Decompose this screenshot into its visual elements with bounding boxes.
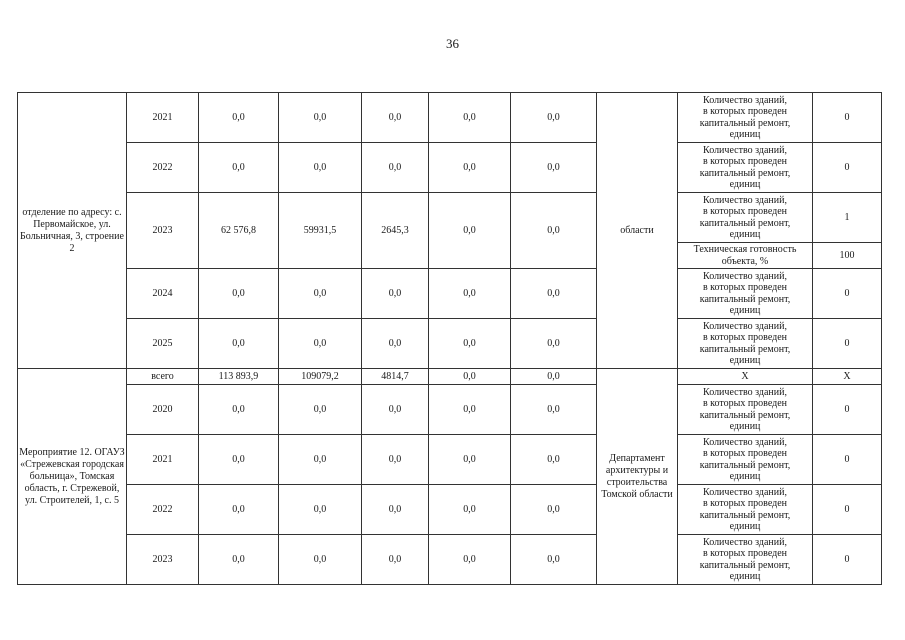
indicator-name: Количество зданий, в которых проведен капитальный ремонт, единиц xyxy=(678,93,813,143)
year-cell: 2024 xyxy=(127,269,199,319)
amount-cell: 0,0 xyxy=(362,269,429,319)
amount-cell: 0,0 xyxy=(199,143,279,193)
amount-cell: 2645,3 xyxy=(362,193,429,269)
amount-cell: 0,0 xyxy=(362,93,429,143)
amount-cell: 0,0 xyxy=(429,193,511,269)
amount-cell: 0,0 xyxy=(279,535,362,585)
amount-cell: 62 576,8 xyxy=(199,193,279,269)
year-cell: 2021 xyxy=(127,435,199,485)
amount-cell: 113 893,9 xyxy=(199,369,279,385)
amount-cell: 0,0 xyxy=(279,143,362,193)
program-table xyxy=(17,92,882,585)
year-cell: всего xyxy=(127,369,199,385)
amount-cell: 0,0 xyxy=(429,269,511,319)
amount-cell: 0,0 xyxy=(362,535,429,585)
amount-cell: 0,0 xyxy=(199,485,279,535)
indicator-name: Количество зданий, в которых проведен капитальный ремонт, единиц xyxy=(678,193,813,243)
amount-cell: 0,0 xyxy=(511,269,597,319)
amount-cell: 0,0 xyxy=(279,269,362,319)
year-cell: 2022 xyxy=(127,143,199,193)
object-description: отделение по адресу: с. Первомайское, ул. Больничная, 3, строение 2 xyxy=(18,93,127,369)
amount-cell: 0,0 xyxy=(199,319,279,369)
tech-readiness-name: Техническая готовность объекта, % xyxy=(678,243,813,269)
indicator-value: 0 xyxy=(813,269,882,319)
indicator-value: 1 xyxy=(813,193,882,243)
indicator-value: 0 xyxy=(813,485,882,535)
amount-cell: 0,0 xyxy=(511,193,597,269)
amount-cell: 0,0 xyxy=(511,385,597,435)
amount-cell: 0,0 xyxy=(362,319,429,369)
amount-cell: 0,0 xyxy=(429,385,511,435)
indicator-value: X xyxy=(813,369,882,385)
amount-cell: 4814,7 xyxy=(362,369,429,385)
page-number: 36 xyxy=(446,36,459,51)
amount-cell: 0,0 xyxy=(279,485,362,535)
indicator-name: Количество зданий, в которых проведен капитальный ремонт, единиц xyxy=(678,435,813,485)
amount-cell: 0,0 xyxy=(362,385,429,435)
amount-cell: 0,0 xyxy=(279,385,362,435)
year-cell: 2022 xyxy=(127,485,199,535)
indicator-value: 0 xyxy=(813,319,882,369)
amount-cell: 0,0 xyxy=(279,93,362,143)
indicator-value: 0 xyxy=(813,535,882,585)
amount-cell: 0,0 xyxy=(429,143,511,193)
indicator-value: 0 xyxy=(813,93,882,143)
amount-cell: 0,0 xyxy=(511,535,597,585)
year-cell: 2025 xyxy=(127,319,199,369)
amount-cell: 0,0 xyxy=(511,435,597,485)
indicator-value: 0 xyxy=(813,435,882,485)
indicator-name: Количество зданий, в которых проведен капитальный ремонт, единиц xyxy=(678,485,813,535)
amount-cell: 0,0 xyxy=(511,143,597,193)
year-cell: 2023 xyxy=(127,535,199,585)
indicator-name: Количество зданий, в которых проведен капитальный ремонт, единиц xyxy=(678,385,813,435)
amount-cell: 0,0 xyxy=(199,535,279,585)
tech-readiness-value: 100 xyxy=(813,243,882,269)
indicator-value: 0 xyxy=(813,143,882,193)
amount-cell: 0,0 xyxy=(429,435,511,485)
year-cell: 2021 xyxy=(127,93,199,143)
indicator-total: X xyxy=(678,369,813,385)
amount-cell: 0,0 xyxy=(511,485,597,535)
year-cell: 2020 xyxy=(127,385,199,435)
amount-cell: 109079,2 xyxy=(279,369,362,385)
amount-cell: 0,0 xyxy=(429,485,511,535)
amount-cell: 0,0 xyxy=(429,535,511,585)
indicator-name: Количество зданий, в которых проведен капитальный ремонт, единиц xyxy=(678,535,813,585)
amount-cell: 0,0 xyxy=(511,93,597,143)
amount-cell: 0,0 xyxy=(362,143,429,193)
amount-cell: 0,0 xyxy=(511,319,597,369)
amount-cell: 0,0 xyxy=(429,319,511,369)
executor: области xyxy=(597,93,678,369)
amount-cell: 0,0 xyxy=(429,93,511,143)
indicator-name: Количество зданий, в которых проведен капитальный ремонт, единиц xyxy=(678,143,813,193)
amount-cell: 0,0 xyxy=(279,435,362,485)
amount-cell: 0,0 xyxy=(199,269,279,319)
amount-cell: 0,0 xyxy=(362,435,429,485)
amount-cell: 0,0 xyxy=(362,485,429,535)
event-description: Мероприятие 12. ОГАУЗ «Стрежевская городская больница», Томская область, г. Стрежевой, ул. Строителей, 1, с. 5 xyxy=(18,369,127,585)
amount-cell: 0,0 xyxy=(279,319,362,369)
amount-cell: 0,0 xyxy=(429,369,511,385)
year-cell: 2023 xyxy=(127,193,199,269)
amount-cell: 59931,5 xyxy=(279,193,362,269)
indicator-name: Количество зданий, в которых проведен капитальный ремонт, единиц xyxy=(678,269,813,319)
indicator-name: Количество зданий, в которых проведен капитальный ремонт, единиц xyxy=(678,319,813,369)
amount-cell: 0,0 xyxy=(199,385,279,435)
amount-cell: 0,0 xyxy=(199,93,279,143)
executor: Департамент архитектуры и строительства Томской области xyxy=(597,369,678,585)
amount-cell: 0,0 xyxy=(511,369,597,385)
indicator-value: 0 xyxy=(813,385,882,435)
amount-cell: 0,0 xyxy=(199,435,279,485)
